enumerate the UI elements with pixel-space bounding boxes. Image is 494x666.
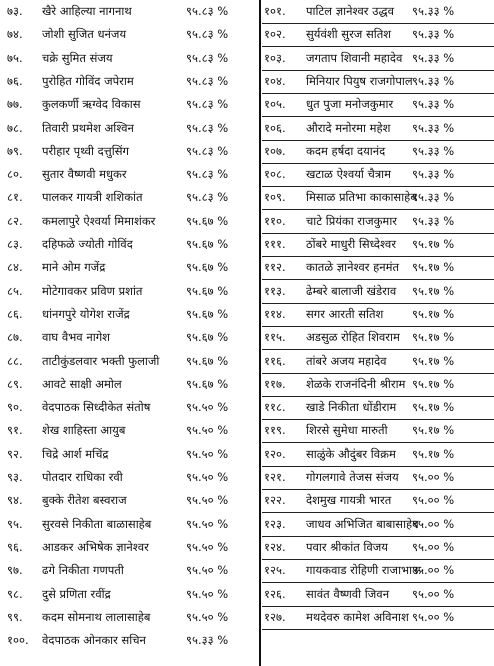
list-item [0,419,260,442]
serial-number: १२७. [264,609,286,624]
serial-number: ८२. [7,213,23,228]
list-item [262,489,494,513]
percentage: ९५.०० % [412,493,455,508]
list-item [0,186,260,209]
serial-number: १०४. [264,73,286,88]
list-item [0,303,260,326]
list-item [0,93,260,116]
student-name: पवार श्रीकांत विजय [306,539,388,554]
list-item [262,466,494,490]
serial-number: ११२. [264,260,286,275]
percentage: ९५.०० % [412,516,455,531]
serial-number: ७३. [7,4,23,18]
percentage: ९५.३३ % [412,4,455,18]
percentage: ९५.०० % [412,539,455,554]
percentage: ९५.०० % [412,586,455,601]
percentage: ९५.५० % [186,400,229,415]
percentage: ९५.१७ % [412,283,455,298]
student-name: ठोंबरे माधुरी सिध्देश्वर [306,237,397,251]
percentage: ९५.८३ % [186,190,229,205]
student-name: धुत पुजा मनोजकुमार [306,97,394,112]
serial-number: ७७. [7,97,23,112]
serial-number: ८५. [7,283,23,298]
serial-number: ८०. [7,167,23,182]
student-name: सुर्यवंशी सुरज सतिश [306,27,392,42]
student-name: बुक्के रीतेश बस्वराज [42,493,127,508]
percentage: ९५.८३ % [186,167,229,182]
list-item [0,163,260,186]
serial-number: १२४. [264,539,286,554]
list-item [262,536,494,560]
list-item [0,513,260,536]
serial-number: १००. [7,633,29,648]
list-item [0,280,260,303]
student-name: सुरवसे निकीता बाळासाहेब [42,516,152,531]
student-name: जोशी सुजित धनंजय [42,27,127,42]
percentage: ९५.८३ % [186,27,229,42]
percentage: ९५.५० % [186,609,229,624]
percentage: ९५.५० % [186,586,229,601]
list-item [0,489,260,512]
serial-number: ८८. [7,353,23,368]
serial-number: ९१. [7,423,23,438]
percentage: ९५.१७ % [412,423,455,438]
list-item [0,629,260,652]
student-name: साळुंके औदुंबर विक्रम [306,446,396,461]
student-name: जाधव अभिजित बाबासाहेब [306,516,419,531]
serial-number: १०६. [264,120,286,135]
list-item [0,47,260,70]
serial-number: ७५. [7,50,23,65]
serial-number: १०९. [264,190,286,205]
percentage: ९५.६७ % [186,330,229,345]
list-item [262,559,494,583]
list-item [262,140,494,164]
list-item [0,70,260,93]
list-item [262,23,494,47]
percentage: ९५.६७ % [186,376,229,391]
list-item [262,396,494,420]
list-item [0,210,260,233]
serial-number: १०१. [264,4,286,18]
serial-number: १२३. [264,516,286,531]
serial-number: ९९. [7,609,23,624]
student-name: गोगलगावे तेजस संजय [306,470,399,484]
student-name: ढेम्बरे बालाजी खंडेराव [306,283,397,298]
percentage: ९५.५० % [186,470,229,484]
percentage: ९५.३३ % [412,50,455,65]
serial-number: १२१. [264,470,286,484]
student-name: कमलापुरे ऐश्वर्या मिमाशंकर [42,213,156,228]
list-item [262,583,494,607]
percentage: ९५.०० % [412,609,455,624]
percentage: ९५.१७ % [412,306,455,321]
list-item [262,419,494,443]
serial-number: ११४. [264,306,286,321]
list-item [0,373,260,396]
student-name: देशमुख गायत्री भारत [306,493,392,508]
percentage: ९५.०० % [412,563,455,578]
student-name: मिनियार पियुष राजगोपाल [306,73,413,88]
list-item [0,559,260,582]
list-item [0,536,260,559]
serial-number: १०७. [264,143,286,158]
student-name: पोतदार राधिका रवी [42,470,123,484]
list-item [0,0,260,23]
percentage: ९५.१७ % [412,353,455,368]
student-name: माने ओम गजेंद्र [42,260,106,275]
percentage: ९५.३३ % [412,73,455,88]
percentage: ९५.६७ % [186,237,229,251]
serial-number: १२५. [264,563,286,578]
list-item [262,443,494,467]
percentage: ९५.६७ % [186,306,229,321]
list-item [262,93,494,117]
student-name: सगर आरती सतिश [306,306,384,321]
serial-number: ११३. [264,283,286,298]
list-item [0,443,260,466]
student-name: मिसाळ प्रतिभा काकासाहेब [306,190,417,205]
list-item [0,117,260,140]
percentage: ९५.१७ % [412,446,455,461]
serial-number: ९३. [7,470,23,484]
student-name: पुरोहित गोविंद जपेराम [42,73,134,88]
student-name: मथदेवरु कामेश अविनाश [306,609,409,624]
student-name: जगताप शिवानी महादेव [306,50,403,65]
percentage: ९५.३३ % [412,213,455,228]
student-name: कदम हर्षदा दयानंद [306,143,386,158]
percentage: ९५.१७ % [412,260,455,275]
student-name: ताटीकुंडलवार भक्ती फुलाजी [42,353,160,368]
percentage: ९५.३३ % [412,27,455,42]
list-item [0,396,260,419]
list-item [0,23,260,46]
serial-number: १२०. [264,446,286,461]
percentage: ९५.६७ % [186,213,229,228]
student-name: शेख शाहिस्ता आयुब [42,423,126,438]
student-name: कदम सोमनाथ लालासाहेब [42,609,151,624]
student-name: आवटे साक्षी अमोल [42,376,122,391]
column-divider [259,0,261,666]
list-item [262,350,494,374]
percentage: ९५.८३ % [186,73,229,88]
serial-number: ७४. [7,27,23,42]
student-name: चक्रे सुमित संजय [42,50,113,65]
student-name: औरादे मनोरमा महेश [306,120,391,135]
serial-number: १०३. [264,50,286,65]
list-item [0,326,260,349]
percentage: ९५.५० % [186,493,229,508]
student-name: कुलकर्णी ऋग्वेद विकास [42,97,141,112]
serial-number: १२६. [264,586,286,601]
serial-number: १०२. [264,27,286,42]
serial-number: ९८. [7,586,23,601]
percentage: ९५.५० % [186,539,229,554]
serial-number: ८७. [7,330,23,345]
percentage: ९५.३३ % [412,143,455,158]
student-name: पाटिल ज्ञानेश्वर उद्धव [306,4,394,18]
percentage: ९५.३३ % [412,120,455,135]
percentage: ९५.३३ % [186,633,229,648]
serial-number: ९४. [7,493,23,508]
percentage: ९५.५० % [186,516,229,531]
student-name: मोटेगावकर प्रविण प्रशांत [42,283,143,298]
percentage: ९५.१७ % [412,400,455,415]
percentage: ९५.१७ % [412,376,455,391]
serial-number: ११७. [264,376,286,391]
student-name: वेदपाठक ओनकार सचिन [42,633,146,648]
student-name: गायकवाड रोहिणी राजाभाऊ [306,563,422,578]
serial-number: ९६. [7,539,23,554]
serial-number: ११६. [264,353,286,368]
percentage: ९५.६७ % [186,283,229,298]
serial-number: ७९. [7,143,23,158]
list-item [0,256,260,279]
percentage: ९५.८३ % [186,4,229,18]
list-item [262,303,494,327]
student-name: खैरे आहिल्या नागनाथ [42,4,132,18]
serial-number: ९२. [7,446,23,461]
percentage: ९५.३३ % [412,97,455,112]
serial-number: ८४. [7,260,23,275]
percentage: ९५.०० % [412,470,455,484]
percentage: ९५.८३ % [186,50,229,65]
student-name: चिद्रे आर्श मचिंद्र [42,446,109,461]
percentage: ९५.८३ % [186,120,229,135]
list-item [0,350,260,373]
serial-number: १०५. [264,97,286,112]
percentage: ९५.६७ % [186,353,229,368]
serial-number: ९०. [7,400,23,415]
percentage: ९५.३३ % [412,167,455,182]
student-name: सुतार वैष्णवी मधुकर [42,167,127,182]
list-item [262,280,494,304]
serial-number: ११९. [264,423,286,438]
percentage: ९५.५० % [186,423,229,438]
list-item [262,513,494,537]
list-item [262,256,494,280]
list-item [0,233,260,256]
list-item [262,117,494,141]
student-name: अडसुळ रोहित शिवराम [306,330,400,345]
student-name: खटाळ ऐश्वर्या चैत्राम [306,167,392,182]
list-item [0,466,260,489]
student-name: सावंत वैष्णवी जिवन [306,586,390,601]
student-name: चाटे प्रियंका राजकुमार [306,213,397,228]
list-item [262,0,494,24]
serial-number: ८१. [7,190,23,205]
student-name: शेळके राजनंदिनी श्रीराम [306,376,406,391]
student-name: तांबरे अजय महादेव [306,353,387,368]
serial-number: ७६. [7,73,23,88]
percentage: ९५.५० % [186,563,229,578]
list-item [262,47,494,71]
list-item [0,140,260,163]
percentage: ९५.१७ % [412,237,455,251]
serial-number: ९७. [7,563,23,578]
student-name: कातळे ज्ञानेश्वर हनमंत [306,260,400,275]
serial-number: ८९. [7,376,23,391]
serial-number: ८३. [7,237,23,251]
serial-number: ७८. [7,120,23,135]
student-name: ढगे निकीता गणपती [42,563,124,578]
serial-number: ९५. [7,516,23,531]
serial-number: १११. [264,237,286,251]
list-item [262,210,494,234]
list-item [262,373,494,397]
serial-number: ११०. [264,213,286,228]
list-item [0,606,260,629]
student-name: वाघ वैभव नागेश [42,330,111,345]
list-item [262,186,494,210]
list-item [262,326,494,350]
serial-number: ११८. [264,400,286,415]
student-name: खाडे निकीता धोंडीराम [306,400,397,415]
student-name: पालकर गायत्री शशिकांत [42,190,143,205]
serial-number: १२२. [264,493,286,508]
percentage: ९५.६७ % [186,260,229,275]
serial-number: ११५. [264,330,286,345]
student-name: परीहार पृथ्वी दत्तुसिंग [42,143,129,158]
student-name: वेदपाठक सिध्दीकेत संतोष [42,400,151,415]
right-column [262,0,494,666]
list-item [262,70,494,94]
student-name: दुसे प्रणिता रवींद्र [42,586,111,601]
student-name: दहिफळे ज्योती गोविंद [42,237,133,251]
list-item [262,163,494,187]
list-item [262,233,494,257]
student-name: धांनगपुरे योगेश राजेंद्र [42,306,130,321]
student-name: तिवारी प्रथमेश अश्विन [42,120,134,135]
student-name: शिरसे सुमेधा मारुती [306,423,388,438]
percentage: ९५.८३ % [186,97,229,112]
serial-number: १०८. [264,167,286,182]
serial-number: ८६. [7,306,23,321]
list-item [0,583,260,606]
list-item [262,606,494,630]
percentage: ९५.५० % [186,446,229,461]
percentage: ९५.१७ % [412,330,455,345]
percentage: ९५.३३ % [412,190,455,205]
percentage: ९५.८३ % [186,143,229,158]
student-name: आडकर अभिषेक ज्ञानेश्वर [42,539,149,554]
